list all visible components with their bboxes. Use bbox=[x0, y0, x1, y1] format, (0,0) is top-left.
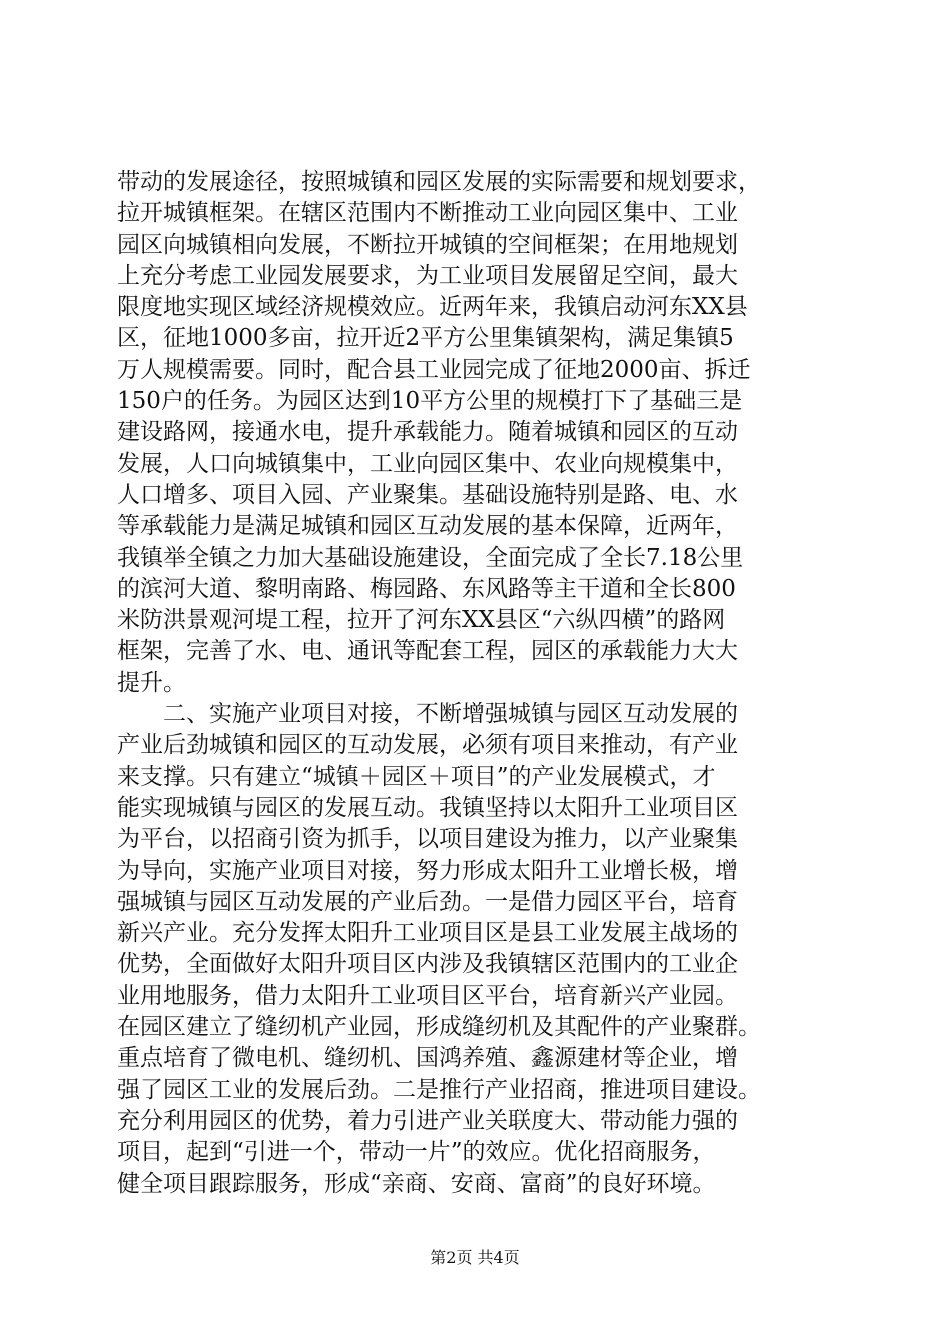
body-text bbox=[117, 167, 857, 1200]
text-line: 带动的发展途径，按照城镇和园区发展的实际需要和规划要求， bbox=[117, 169, 761, 195]
text-line: 来支撑。只有建立“城镇＋园区＋项目”的产业发展模式，才 bbox=[117, 763, 716, 790]
text-line: 园区向城镇相向发展，不断拉开城镇的空间框架；在用地规划 bbox=[117, 231, 738, 258]
text-line: 框架，完善了水、电、通讯等配套工程，园区的承载能力大大 bbox=[117, 638, 738, 665]
text-line: 等承载能力是满足城镇和园区互动发展的基本保障，近两年， bbox=[117, 513, 738, 540]
text-line: 产业后劲城镇和园区的互动发展，必须有项目来推动，有产业 bbox=[117, 732, 738, 759]
text-line: 区，征地1000多亩，拉开近2平方公里集镇架构，满足集镇5 bbox=[117, 325, 734, 352]
text-line: 150户的任务。为园区达到10平方公里的规模打下了基础三是 bbox=[117, 388, 743, 415]
text-line: 业用地服务，借力太阳升工业项目区平台，培育新兴产业园。 bbox=[117, 982, 738, 1009]
text-line: 限度地实现区域经济规模效应。近两年来，我镇启动河东XX县 bbox=[117, 294, 748, 321]
text-line: 米防洪景观河堤工程，拉开了河东XX县区“六纵四横”的路网 bbox=[117, 607, 726, 634]
text-line: 上充分考虑工业园发展要求，为工业项目发展留足空间，最大 bbox=[117, 262, 738, 289]
section-heading-line: 二、实施产业项目对接，不断增强城镇与园区互动发展的 bbox=[163, 701, 738, 728]
text-line: 提升。 bbox=[117, 669, 186, 696]
page-number-footer: 第2页 共4页 bbox=[430, 1248, 520, 1267]
text-line: 拉开城镇框架。在辖区范围内不断推动工业向园区集中、工业 bbox=[117, 200, 738, 227]
text-line: 我镇举全镇之力加大基础设施建设，全面完成了全长7.18公里 bbox=[117, 544, 744, 571]
text-line: 人口增多、项目入园、产业聚集。基础设施特别是路、电、水 bbox=[117, 481, 738, 508]
text-line: 充分利用园区的优势，着力引进产业关联度大、带动能力强的 bbox=[117, 1107, 738, 1134]
text-line: 的滨河大道、黎明南路、梅园路、东风路等主干道和全长800 bbox=[117, 575, 736, 602]
text-line: 能实现城镇与园区的发展互动。我镇坚持以太阳升工业项目区 bbox=[117, 794, 738, 821]
text-line: 新兴产业。充分发挥太阳升工业项目区是县工业发展主战场的 bbox=[117, 920, 738, 947]
text-line: 为导向，实施产业项目对接，努力形成太阳升工业增长极，增 bbox=[117, 857, 738, 884]
text-line: 优势，全面做好太阳升项目区内涉及我镇辖区范围内的工业企 bbox=[117, 951, 738, 978]
text-line: 重点培育了微电机、缝纫机、国鸿养殖、鑫源建材等企业，增 bbox=[117, 1045, 738, 1072]
text-line: 健全项目跟踪服务，形成“亲商、安商、富商”的良好环境。 bbox=[117, 1170, 716, 1197]
text-line: 建设路网，接通水电，提升承载能力。随着城镇和园区的互动 bbox=[117, 419, 738, 446]
text-line: 为平台，以招商引资为抓手，以项目建设为推力，以产业聚集 bbox=[117, 826, 738, 853]
text-line: 万人规模需要。同时，配合县工业园完成了征地2000亩、拆迁 bbox=[117, 356, 751, 383]
text-line: 在园区建立了缝纫机产业园，形成缝纫机及其配件的产业聚群。 bbox=[117, 1014, 761, 1041]
text-line: 强了园区工业的发展后劲。二是推行产业招商，推进项目建设。 bbox=[117, 1076, 761, 1103]
text-line: 项目，起到“引进一个，带动一片”的效应。优化招商服务， bbox=[117, 1139, 716, 1166]
text-line: 发展，人口向城镇集中，工业向园区集中、农业向规模集中， bbox=[117, 450, 738, 477]
text-line: 强城镇与园区互动发展的产业后劲。一是借力园区平台，培育 bbox=[117, 888, 738, 915]
